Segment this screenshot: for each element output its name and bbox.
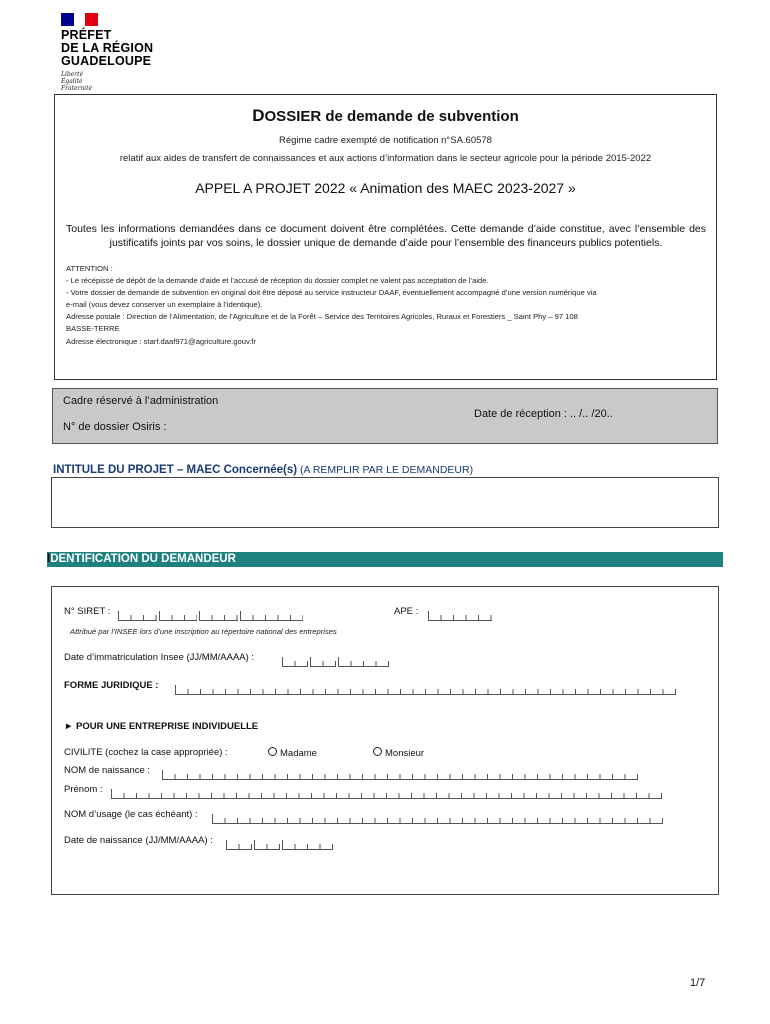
prenom-cells[interactable] — [111, 789, 662, 799]
reception-date: Date de réception : .. /.. /20.. — [474, 408, 613, 420]
intitule-note: (A REMPLIR PAR LE DEMANDEUR) — [297, 464, 474, 476]
immat-label: Date d’immatriculation Insee (JJ/MM/AAAA) : — [64, 652, 255, 663]
postal-address: Adresse postale : Direction de l’Alimentation, de l’Agriculture et de la Forêt – Service des Territoires Agricoles, Ruraux et Forestiers _ Saint Phy – 97 108 — [66, 312, 578, 321]
siret-cells-group[interactable] — [199, 611, 238, 621]
logo-line-1: PRÉFET — [61, 28, 112, 42]
nom-usage-cells[interactable] — [212, 814, 663, 824]
regime-line: Régime cadre exempté de notification n°SA.60578 — [279, 135, 492, 146]
intro-paragraph: Toutes les informations demandées dans ce document doivent être complétées. Cette demande d’aide constitue, avec l’ensemble des justificatifs joints par vos soins, le dossier unique de demande d’aide pour l’ensemble des financeurs publics potentiels. — [66, 223, 706, 249]
attention-line: - Le récépissé de dépôt de la demande d’aide et l’accusé de réception du dossier complet ne valent pas acceptation de l’aide. — [66, 276, 489, 285]
civilite-label: CIVILITE (cochez la case appropriée) : — [64, 747, 228, 758]
nom-naissance-cells[interactable] — [162, 770, 638, 780]
motto-liberte: Liberté — [61, 71, 84, 78]
heading-text: DENTIFICATION DU DEMANDEUR — [50, 553, 236, 565]
identification-heading — [47, 552, 236, 567]
madame-radio[interactable] — [268, 747, 277, 756]
monsieur-label: Monsieur — [385, 748, 425, 759]
month-cells[interactable] — [310, 657, 336, 667]
prenom-field[interactable] — [111, 784, 662, 802]
madame-option[interactable] — [268, 747, 317, 759]
ape-cells[interactable] — [428, 611, 492, 621]
siret-cells-group[interactable] — [159, 611, 198, 621]
motto-fraternite: Fraternité — [61, 85, 93, 92]
year-cells[interactable] — [338, 657, 389, 667]
immat-date-field[interactable] — [282, 652, 389, 670]
title-initial: D — [252, 106, 265, 125]
siret-field[interactable] — [118, 606, 303, 624]
madame-label: Madame — [280, 748, 317, 759]
siret-label: N° SIRET : — [64, 606, 111, 617]
date-naissance-label: Date de naissance (JJ/MM/AAAA) : — [64, 835, 213, 846]
prenom-label: Prénom : — [64, 784, 103, 795]
nom-usage-field[interactable] — [212, 809, 663, 827]
intitule-bold: INTITULE DU PROJET – MAEC Concernée(s) — [53, 464, 298, 476]
attention-line: - Votre dossier de demande de subvention en original doit être déposé au service instructeur DAAF, éventuellement accompagné d’une version numérique via — [66, 288, 597, 297]
motto-egalite: Égalité — [61, 78, 83, 85]
insee-note: Attribué par l’INSEE lors d’une inscription au répertoire national des entreprises — [70, 627, 337, 636]
siret-cells-group[interactable] — [240, 611, 304, 621]
nom-usage-label: NOM d’usage (le cas échéant) : — [64, 809, 198, 820]
appel-title: APPEL A PROJET 2022 « Animation des MAEC 2023-2027 » — [195, 180, 576, 196]
page-number: 1/7 — [690, 977, 706, 989]
attention-heading: ATTENTION : — [66, 264, 113, 273]
project-title-field[interactable] — [51, 477, 719, 528]
relatif-line: relatif aux aides de transfert de connaissances et aux actions d’information dans le secteur agricole pour la période 2015-2022 — [119, 153, 652, 164]
year-cells[interactable] — [282, 840, 333, 850]
day-cells[interactable] — [226, 840, 252, 850]
ape-field[interactable] — [428, 606, 492, 624]
ape-label: APE : — [394, 606, 419, 617]
postal-city: BASSE-TERRE — [66, 324, 120, 333]
attention-line: e-mail (vous devez conserver un exemplaire à l’identique). — [66, 300, 263, 309]
forme-label — [64, 680, 158, 691]
monsieur-option[interactable] — [373, 747, 424, 759]
day-cells[interactable] — [282, 657, 308, 667]
nom-naissance-field[interactable] — [162, 765, 638, 783]
siret-cells-group[interactable] — [118, 611, 157, 621]
logo-line-3: GUADELOUPE — [61, 54, 152, 68]
forme-cells[interactable] — [175, 685, 676, 695]
republic-flag-icon — [61, 13, 98, 26]
month-cells[interactable] — [254, 840, 280, 850]
dossier-title — [54, 106, 717, 126]
osiris-number: N° de dossier Osiris : — [63, 421, 167, 433]
intitule-heading — [53, 464, 473, 476]
entreprise-heading-text: ► POUR UNE ENTREPRISE INDIVIDUELLE — [64, 721, 259, 732]
monsieur-radio[interactable] — [373, 747, 382, 756]
nom-naissance-label: NOM de naissance : — [64, 765, 151, 776]
title-rest: de demande de subvention — [321, 108, 519, 125]
title-word: OSSIER — [264, 108, 322, 125]
logo-line-2: DE LA RÉGION — [61, 41, 154, 55]
forme-field[interactable] — [175, 680, 676, 698]
forme-label-text: FORME JURIDIQUE : — [64, 680, 159, 691]
heading-initial: I — [47, 553, 51, 565]
date-naissance-field[interactable] — [226, 835, 333, 853]
admin-label: Cadre réservé à l’administration — [63, 395, 219, 407]
email-address: Adresse électronique : starf.daaf971@agriculture.gouv.fr — [66, 337, 256, 346]
entreprise-heading — [64, 721, 258, 732]
